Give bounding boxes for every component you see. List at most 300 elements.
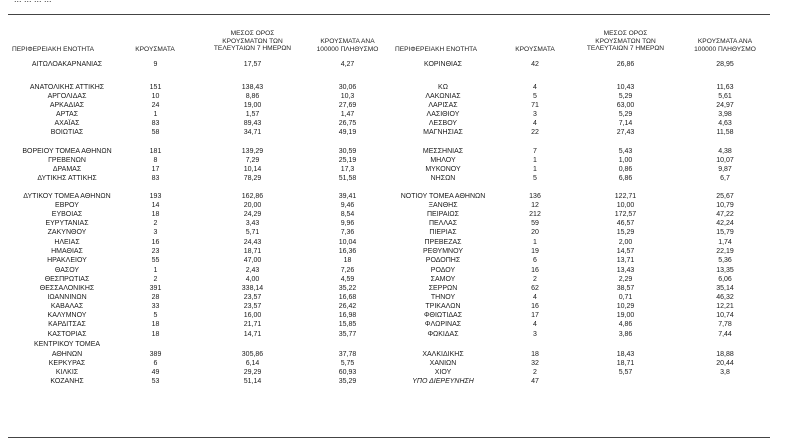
right-row bbox=[0, 83, 800, 92]
avg7-value: 18,71 bbox=[243, 248, 262, 255]
avg7-value: 19,00 bbox=[616, 312, 635, 319]
right-row bbox=[0, 275, 800, 284]
region-name: ΛΑΡΙΣΑΣ bbox=[428, 102, 458, 109]
cases-value: 6 bbox=[153, 360, 158, 367]
avg7-value: 0,86 bbox=[618, 166, 633, 173]
cases-value: 16 bbox=[151, 239, 160, 246]
per100k-value: 15,85 bbox=[338, 321, 357, 328]
right-header-per100k-line1: ΚΡΟΥΣΜΑΤΑ ΑΝΑ bbox=[697, 38, 753, 45]
cases-value: 28 bbox=[151, 294, 160, 301]
left-header-per100k bbox=[300, 38, 395, 53]
region-name: ΞΑΝΘΗΣ bbox=[428, 202, 458, 209]
region-name: ΠΡΕΒΕΖΑΣ bbox=[424, 239, 462, 246]
cases-value: 5 bbox=[533, 93, 537, 100]
region-name: ΕΥΒΟΙΑΣ bbox=[51, 211, 83, 218]
right-header-per100k bbox=[675, 38, 775, 53]
per100k-value: 26,42 bbox=[338, 303, 357, 310]
avg7-value: 4,00 bbox=[245, 276, 260, 283]
cases-value: 3 bbox=[153, 229, 158, 236]
region-name: ΘΑΣΟΥ bbox=[54, 267, 80, 274]
region-name: ΜΗΛΟΥ bbox=[430, 157, 456, 164]
per100k-value: 35,77 bbox=[338, 331, 357, 338]
region-name: ΘΕΣΣΑΛΟΝΙΚΗΣ bbox=[39, 285, 95, 292]
per100k-value: 8,54 bbox=[340, 211, 355, 218]
per100k-value: 4,38 bbox=[718, 148, 732, 155]
region-name: ΣΑΜΟΥ bbox=[430, 276, 456, 283]
avg7-value: 15,29 bbox=[616, 229, 635, 236]
region-name: ΒΟΡΕΙΟΥ ΤΟΜΕΑ ΑΘΗΝΩΝ bbox=[22, 148, 112, 155]
cases-value: 181 bbox=[149, 148, 162, 155]
cases-value: 1 bbox=[153, 267, 158, 274]
avg7-value: 34,71 bbox=[243, 129, 262, 136]
right-row bbox=[0, 368, 800, 377]
right-row bbox=[0, 219, 800, 228]
avg7-value: 18,43 bbox=[616, 351, 635, 358]
region-name: ΠΙΕΡΙΑΣ bbox=[429, 229, 457, 236]
region-name: ΔΥΤΙΚΟΥ ΤΟΜΕΑ ΑΘΗΝΩΝ bbox=[23, 193, 111, 200]
region-name: ΑΡΚΑΔΙΑΣ bbox=[49, 102, 85, 109]
avg7-value: 6,86 bbox=[618, 175, 633, 182]
cases-value: 5 bbox=[153, 312, 158, 319]
avg7-value: 3,86 bbox=[618, 331, 633, 338]
cases-value: 136 bbox=[529, 193, 541, 200]
cases-value: 33 bbox=[151, 303, 160, 310]
left-header-cases: ΚΡΟΥΣΜΑΤΑ bbox=[135, 46, 175, 53]
per100k-value: 30,06 bbox=[338, 84, 357, 91]
right-row bbox=[0, 350, 800, 359]
per100k-value: 1,47 bbox=[340, 111, 355, 118]
left-row bbox=[0, 340, 800, 349]
region-name: ΛΕΣΒΟΥ bbox=[428, 120, 458, 127]
cases-value: 2 bbox=[533, 369, 537, 376]
avg7-value: 10,29 bbox=[616, 303, 635, 310]
cases-value: 10 bbox=[151, 93, 160, 100]
region-name: ΕΒΡΟΥ bbox=[55, 202, 79, 209]
per100k-value: 9,46 bbox=[340, 202, 355, 209]
avg7-value: 3,43 bbox=[245, 220, 260, 227]
region-name: ΜΕΣΣΗΝΙΑΣ bbox=[422, 148, 464, 155]
avg7-value: 23,57 bbox=[243, 303, 262, 310]
per100k-value: 7,26 bbox=[340, 267, 355, 274]
right-row bbox=[0, 201, 800, 210]
avg7-value: 2,29 bbox=[618, 276, 633, 283]
avg7-value: 46,57 bbox=[616, 220, 635, 227]
right-row bbox=[0, 330, 800, 339]
avg7-value: 7,29 bbox=[245, 157, 260, 164]
region-name: ΚΕΡΚΥΡΑΣ bbox=[48, 360, 86, 367]
cases-value: 24 bbox=[151, 102, 160, 109]
cases-value: 1 bbox=[153, 111, 158, 118]
region-name: ΡΕΘΥΜΝΟΥ bbox=[422, 248, 463, 255]
avg7-value: 24,29 bbox=[243, 211, 262, 218]
cut-off-heading bbox=[14, 0, 52, 4]
cases-value: 17 bbox=[151, 166, 160, 173]
avg7-value: 138,43 bbox=[241, 84, 264, 91]
avg7-value: 78,29 bbox=[243, 175, 262, 182]
avg7-value: 10,14 bbox=[243, 166, 262, 173]
cases-value: 4 bbox=[533, 84, 537, 91]
region-name: ΡΟΔΟΠΗΣ bbox=[425, 257, 461, 264]
avg7-value: 122,71 bbox=[614, 193, 637, 200]
region-name: ΠΕΛΛΑΣ bbox=[428, 220, 458, 227]
cases-value: 18 bbox=[151, 331, 160, 338]
cases-value: 1 bbox=[533, 239, 537, 246]
cases-value: 151 bbox=[149, 84, 162, 91]
right-row bbox=[0, 377, 800, 386]
cases-value: 49 bbox=[151, 369, 160, 376]
avg7-value: 5,71 bbox=[245, 229, 260, 236]
right-row bbox=[0, 228, 800, 237]
cases-value: 3 bbox=[533, 331, 537, 338]
right-row bbox=[0, 60, 800, 69]
avg7-value: 1,00 bbox=[618, 157, 633, 164]
per100k-value: 16,98 bbox=[338, 312, 357, 319]
avg7-value: 5,29 bbox=[618, 93, 633, 100]
cases-value: 17 bbox=[531, 312, 539, 319]
right-header-cases: ΚΡΟΥΣΜΑΤΑ bbox=[515, 46, 555, 53]
cases-value: 18 bbox=[531, 351, 539, 358]
per100k-value: 15,79 bbox=[716, 229, 734, 236]
per100k-value: 1,74 bbox=[718, 239, 732, 246]
region-name: ΗΡΑΚΛΕΙΟΥ bbox=[47, 257, 87, 264]
left-header-avg7-line1: ΜΕΣΟΣ ΟΡΟΣ bbox=[230, 30, 275, 37]
region-name: ΦΘΙΩΤΙΔΑΣ bbox=[423, 312, 463, 319]
avg7-value: 1,57 bbox=[245, 111, 260, 118]
cases-value: 212 bbox=[529, 211, 541, 218]
region-name: ΚΩ bbox=[438, 84, 448, 91]
cases-value: 83 bbox=[151, 120, 160, 127]
cases-value: 7 bbox=[533, 148, 537, 155]
right-header-avg7-line2: ΚΡΟΥΣΜΑΤΩΝ ΤΩΝ bbox=[595, 37, 656, 45]
region-name: ΧΙΟΥ bbox=[434, 369, 452, 376]
avg7-value: 172,57 bbox=[614, 211, 637, 218]
region-name: ΝΗΣΩΝ bbox=[430, 175, 456, 182]
cases-value: 6 bbox=[533, 257, 537, 264]
avg7-value: 10,00 bbox=[616, 202, 635, 209]
cases-value: 5 bbox=[533, 175, 537, 182]
per100k-value: 24,97 bbox=[716, 102, 734, 109]
cases-value: 12 bbox=[531, 202, 539, 209]
cases-value: 19 bbox=[531, 248, 539, 255]
avg7-value: 18,71 bbox=[616, 360, 635, 367]
per100k-value: 49,19 bbox=[338, 129, 357, 136]
per100k-value: 10,79 bbox=[716, 202, 734, 209]
right-row bbox=[0, 128, 800, 137]
cases-value: 53 bbox=[151, 378, 160, 385]
region-name: ΤΗΝΟΥ bbox=[430, 294, 456, 301]
avg7-value: 7,14 bbox=[618, 120, 633, 127]
left-header-per100k-line2: 100000 ΠΛΗΘΥΣΜΟ bbox=[316, 45, 379, 53]
right-row bbox=[0, 284, 800, 293]
region-name: ΑΝΑΤΟΛΙΚΗΣ ΑΤΤΙΚΗΣ bbox=[29, 84, 105, 91]
cases-value: 22 bbox=[531, 129, 539, 136]
per100k-value: 4,27 bbox=[340, 61, 355, 68]
avg7-value: 51,14 bbox=[243, 378, 262, 385]
right-row bbox=[0, 210, 800, 219]
cases-value: 391 bbox=[149, 285, 162, 292]
top-rule bbox=[8, 14, 770, 15]
left-header-avg7-line2: ΚΡΟΥΣΜΑΤΩΝ ΤΩΝ bbox=[222, 37, 283, 45]
left-header-avg7 bbox=[205, 30, 300, 53]
region-name: ΧΑΛΚΙΔΙΚΗΣ bbox=[422, 351, 464, 358]
region-name: ΤΡΙΚΑΛΩΝ bbox=[425, 303, 461, 310]
region-name: ΧΑΝΙΩΝ bbox=[429, 360, 457, 367]
avg7-value: 139,29 bbox=[241, 148, 264, 155]
cases-value: 62 bbox=[531, 285, 539, 292]
cases-value: 2 bbox=[533, 276, 537, 283]
avg7-value: 14,71 bbox=[243, 331, 262, 338]
per100k-value: 5,75 bbox=[340, 360, 355, 367]
region-name: ΥΠΟ ΔΙΕΡΕΥΝΗΣΗ bbox=[412, 378, 474, 385]
avg7-value: 338,14 bbox=[241, 285, 264, 292]
cases-value: 42 bbox=[531, 61, 539, 68]
region-name: ΗΜΑΘΙΑΣ bbox=[51, 248, 83, 255]
right-row bbox=[0, 110, 800, 119]
avg7-value: 6,14 bbox=[245, 360, 260, 367]
cases-value: 2 bbox=[153, 220, 158, 227]
per100k-value: 6,7 bbox=[720, 175, 730, 182]
region-name: ΓΡΕΒΕΝΩΝ bbox=[48, 157, 86, 164]
left-header-avg7-line3: ΤΕΛΕΥΤΑΙΩΝ 7 ΗΜΕΡΩΝ bbox=[213, 45, 292, 53]
per100k-value: 3,8 bbox=[720, 369, 730, 376]
cases-value: 23 bbox=[151, 248, 160, 255]
cases-value: 32 bbox=[531, 360, 539, 367]
avg7-value: 13,71 bbox=[616, 257, 635, 264]
avg7-value: 27,43 bbox=[616, 129, 635, 136]
right-row bbox=[0, 156, 800, 165]
avg7-value: 19,00 bbox=[243, 102, 262, 109]
region-name: ΠΕΙΡΑΙΩΣ bbox=[427, 211, 459, 218]
cases-value: 18 bbox=[151, 211, 160, 218]
avg7-value: 24,43 bbox=[243, 239, 262, 246]
per100k-value: 10,07 bbox=[716, 157, 734, 164]
right-row bbox=[0, 174, 800, 183]
region-name: ΚΙΛΚΙΣ bbox=[55, 369, 79, 376]
per100k-value: 17,3 bbox=[340, 166, 355, 173]
per100k-value: 13,35 bbox=[716, 267, 734, 274]
region-name: ΘΕΣΠΡΩΤΙΑΣ bbox=[44, 276, 90, 283]
avg7-value: 0,71 bbox=[618, 294, 633, 301]
right-row bbox=[0, 247, 800, 256]
cases-value: 71 bbox=[531, 102, 539, 109]
per100k-value: 25,19 bbox=[338, 157, 357, 164]
cases-value: 4 bbox=[533, 321, 537, 328]
region-name: ΑΧΑΪΑΣ bbox=[54, 120, 80, 127]
region-name: ΕΥΡΥΤΑΝΙΑΣ bbox=[45, 220, 89, 227]
bottom-rule bbox=[8, 437, 770, 438]
right-row bbox=[0, 192, 800, 201]
per100k-value: 11,63 bbox=[716, 84, 734, 91]
avg7-value: 63,00 bbox=[616, 102, 635, 109]
region-name: ΑΡΤΑΣ bbox=[55, 111, 79, 118]
cases-value: 58 bbox=[151, 129, 160, 136]
right-header-avg7 bbox=[578, 30, 673, 53]
cases-value: 1 bbox=[533, 166, 537, 173]
cases-value: 83 bbox=[151, 175, 160, 182]
per100k-value: 6,06 bbox=[718, 276, 732, 283]
right-row bbox=[0, 92, 800, 101]
per100k-value: 47,22 bbox=[716, 211, 734, 218]
per100k-value: 3,98 bbox=[718, 111, 732, 118]
per100k-value: 35,14 bbox=[716, 285, 734, 292]
right-row bbox=[0, 119, 800, 128]
per100k-value: 25,67 bbox=[716, 193, 734, 200]
per100k-value: 7,78 bbox=[718, 321, 732, 328]
per100k-value: 20,44 bbox=[716, 360, 734, 367]
cases-value: 4 bbox=[533, 294, 537, 301]
region-name: ΚΟΡΙΝΘΙΑΣ bbox=[424, 61, 462, 68]
per100k-value: 18,88 bbox=[716, 351, 734, 358]
cases-value: 16 bbox=[531, 303, 539, 310]
avg7-value: 10,43 bbox=[616, 84, 635, 91]
right-row bbox=[0, 266, 800, 275]
cases-value: 2 bbox=[153, 276, 158, 283]
region-name: ΜΑΓΝΗΣΙΑΣ bbox=[423, 129, 463, 136]
region-name: ΚΟΖΑΝΗΣ bbox=[50, 378, 84, 385]
cases-value: 55 bbox=[151, 257, 160, 264]
region-name: ΚΕΝΤΡΙΚΟΥ ΤΟΜΕΑ bbox=[33, 341, 101, 348]
per100k-value: 4,63 bbox=[718, 120, 732, 127]
cases-value: 16 bbox=[531, 267, 539, 274]
avg7-value: 5,43 bbox=[618, 148, 633, 155]
region-name: ΖΑΚΥΝΘΟΥ bbox=[47, 229, 87, 236]
per100k-value: 9,96 bbox=[340, 220, 355, 227]
per100k-value: 18 bbox=[343, 257, 352, 264]
avg7-value: 29,29 bbox=[243, 369, 262, 376]
region-name: ΑΡΓΟΛΙΔΑΣ bbox=[47, 93, 87, 100]
per100k-value: 51,58 bbox=[338, 175, 357, 182]
per100k-value: 11,58 bbox=[716, 129, 734, 136]
cases-value: 47 bbox=[531, 378, 539, 385]
region-name: ΛΑΣΙΘΙΟΥ bbox=[426, 111, 460, 118]
per100k-value: 7,36 bbox=[340, 229, 355, 236]
region-name: ΗΛΕΙΑΣ bbox=[54, 239, 80, 246]
per100k-value: 10,74 bbox=[716, 312, 734, 319]
avg7-value: 20,00 bbox=[243, 202, 262, 209]
per100k-value: 30,59 bbox=[338, 148, 357, 155]
right-header-avg7-line3: ΤΕΛΕΥΤΑΙΩΝ 7 ΗΜΕΡΩΝ bbox=[586, 45, 665, 53]
right-row bbox=[0, 238, 800, 247]
cases-value: 59 bbox=[531, 220, 539, 227]
region-name: ΦΩΚΙΔΑΣ bbox=[427, 331, 459, 338]
per100k-value: 28,95 bbox=[716, 61, 734, 68]
per100k-value: 9,87 bbox=[718, 166, 732, 173]
right-row bbox=[0, 147, 800, 156]
right-row bbox=[0, 256, 800, 265]
region-name: ΔΥΤΙΚΗΣ ΑΤΤΙΚΗΣ bbox=[37, 175, 97, 182]
right-header-per100k-line2: 100000 ΠΛΗΘΥΣΜΟ bbox=[694, 45, 756, 53]
per100k-value: 39,41 bbox=[338, 193, 357, 200]
right-header-avg7-line1: ΜΕΣΟΣ ΟΡΟΣ bbox=[603, 30, 648, 37]
right-row bbox=[0, 165, 800, 174]
region-name: ΔΡΑΜΑΣ bbox=[52, 166, 82, 173]
cases-value: 9 bbox=[153, 61, 158, 68]
right-row bbox=[0, 101, 800, 110]
per100k-value: 5,61 bbox=[718, 93, 732, 100]
cases-value: 1 bbox=[533, 157, 537, 164]
per100k-value: 46,32 bbox=[716, 294, 734, 301]
per100k-value: 35,22 bbox=[338, 285, 357, 292]
avg7-value: 89,43 bbox=[243, 120, 262, 127]
avg7-value: 5,29 bbox=[618, 111, 633, 118]
per100k-value: 5,36 bbox=[718, 257, 732, 264]
avg7-value: 13,43 bbox=[616, 267, 635, 274]
region-name: ΛΑΚΩΝΙΑΣ bbox=[425, 93, 461, 100]
avg7-value: 305,86 bbox=[241, 351, 264, 358]
avg7-value: 21,71 bbox=[243, 321, 262, 328]
region-name: ΚΑΒΑΛΑΣ bbox=[50, 303, 84, 310]
region-name: ΙΩΑΝΝΙΝΩΝ bbox=[47, 294, 87, 301]
per100k-value: 26,75 bbox=[338, 120, 357, 127]
avg7-value: 38,57 bbox=[616, 285, 635, 292]
region-name: ΡΟΔΟΥ bbox=[430, 267, 456, 274]
per100k-value: 35,29 bbox=[338, 378, 357, 385]
left-header-region: ΠΕΡΙΦΕΡΕΙΑΚΗ ΕΝΟΤΗΤΑ bbox=[12, 46, 95, 53]
per100k-value: 16,36 bbox=[338, 248, 357, 255]
cases-value: 20 bbox=[531, 229, 539, 236]
avg7-value: 26,86 bbox=[616, 61, 635, 68]
cases-value: 3 bbox=[533, 111, 537, 118]
cases-value: 8 bbox=[153, 157, 158, 164]
region-name: ΑΙΤΩΛΟΑΚΑΡΝΑΝΙΑΣ bbox=[31, 61, 103, 68]
per100k-value: 10,3 bbox=[340, 93, 355, 100]
region-name: ΦΛΩΡΙΝΑΣ bbox=[424, 321, 462, 328]
region-name: ΒΟΙΩΤΙΑΣ bbox=[50, 129, 84, 136]
cases-value: 18 bbox=[151, 321, 160, 328]
region-name: ΝΟΤΙΟΥ ΤΟΜΕΑ ΑΘΗΝΩΝ bbox=[400, 193, 486, 200]
avg7-value: 17,57 bbox=[243, 61, 262, 68]
avg7-value: 8,86 bbox=[245, 93, 260, 100]
region-name: ΚΑΛΥΜΝΟΥ bbox=[47, 312, 87, 319]
right-row bbox=[0, 311, 800, 320]
avg7-value: 4,86 bbox=[618, 321, 633, 328]
cases-value: 14 bbox=[151, 202, 160, 209]
region-name: ΜΥΚΟΝΟΥ bbox=[425, 166, 461, 173]
per100k-value: 12,21 bbox=[716, 303, 734, 310]
cases-value: 4 bbox=[533, 120, 537, 127]
avg7-value: 23,57 bbox=[243, 294, 262, 301]
per100k-value: 60,93 bbox=[338, 369, 357, 376]
avg7-value: 2,00 bbox=[618, 239, 633, 246]
right-row bbox=[0, 359, 800, 368]
right-row bbox=[0, 320, 800, 329]
per100k-value: 22,19 bbox=[716, 248, 734, 255]
region-name: ΣΕΡΡΩΝ bbox=[428, 285, 458, 292]
avg7-value: 162,86 bbox=[241, 193, 264, 200]
avg7-value: 5,57 bbox=[618, 369, 633, 376]
per100k-value: 37,78 bbox=[338, 351, 357, 358]
avg7-value: 2,43 bbox=[245, 267, 260, 274]
avg7-value: 47,00 bbox=[243, 257, 262, 264]
cases-value: 193 bbox=[149, 193, 162, 200]
avg7-value: 14,57 bbox=[616, 248, 635, 255]
per100k-value: 42,24 bbox=[716, 220, 734, 227]
region-name: ΑΘΗΝΩΝ bbox=[51, 351, 83, 358]
left-header-per100k-line1: ΚΡΟΥΣΜΑΤΑ ΑΝΑ bbox=[320, 38, 375, 45]
region-name: ΚΑΡΔΙΤΣΑΣ bbox=[48, 321, 86, 328]
per100k-value: 10,04 bbox=[338, 239, 357, 246]
right-header-region: ΠΕΡΙΦΕΡΕΙΑΚΗ ΕΝΟΤΗΤΑ bbox=[395, 46, 478, 53]
per100k-value: 7,44 bbox=[718, 331, 732, 338]
per100k-value: 4,59 bbox=[340, 276, 355, 283]
region-name: ΚΑΣΤΟΡΙΑΣ bbox=[47, 331, 87, 338]
cases-value: 389 bbox=[149, 351, 162, 358]
right-row bbox=[0, 302, 800, 311]
per100k-value: 27,69 bbox=[338, 102, 357, 109]
avg7-value: 16,00 bbox=[243, 312, 262, 319]
right-row bbox=[0, 293, 800, 302]
per100k-value: 16,68 bbox=[338, 294, 357, 301]
